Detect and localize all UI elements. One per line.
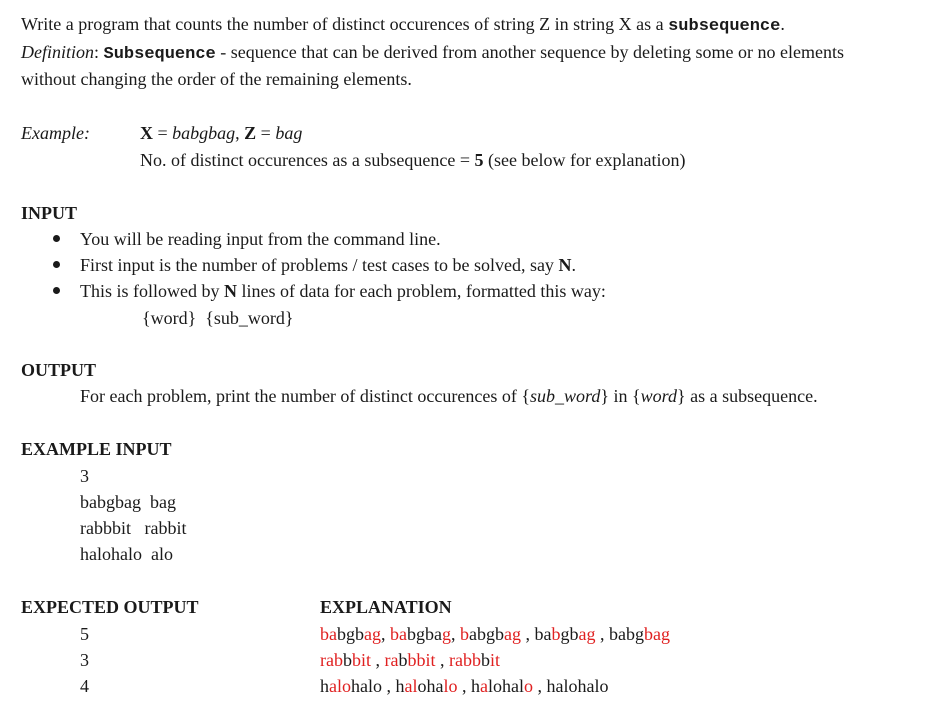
explanation-heading: EXPLANATION [320, 597, 452, 617]
separator: , [382, 676, 396, 696]
separator: , [451, 624, 460, 644]
x-value: babgbag [172, 123, 236, 143]
unmatched-chars: babg [609, 624, 644, 644]
unmatched-chars: halohalo [546, 676, 609, 696]
matched-chars: ag [578, 624, 596, 644]
separator: , [533, 676, 547, 696]
matched-chars: o [524, 676, 534, 696]
subsequence-term: subsequence [668, 17, 781, 36]
explanation-row [320, 649, 500, 671]
matched-chars: b [551, 624, 561, 644]
unmatched-chars: h [471, 676, 481, 696]
bullet-text: First input is the number of problems / test cases to be solved, say [80, 255, 559, 275]
explanation-word [547, 676, 609, 696]
definition-colon: : [94, 42, 100, 62]
example-input-line: babgbag bag [80, 492, 176, 512]
example-label: Example: [21, 123, 90, 143]
intro-text: Write a program that counts the number of distinct occurences of string Z in string X as a [21, 14, 664, 34]
example-input-line: rabbbit rabbit [80, 518, 187, 538]
expected-output-value: 4 [80, 676, 89, 696]
unmatched-chars: halo [351, 676, 382, 696]
explanation-word [535, 624, 596, 644]
z-value: bag [275, 123, 303, 143]
output-heading: OUTPUT [21, 360, 97, 380]
matched-chars: bit [351, 650, 371, 670]
z-label: Z [244, 123, 257, 143]
matched-chars: lo [443, 676, 458, 696]
count-text: No. of distinct occurences as a subsequence = [140, 150, 475, 170]
unmatched-chars: bgb [337, 624, 364, 644]
unmatched-chars: h [395, 676, 405, 696]
matched-chars: al [404, 676, 418, 696]
intro-line-3: without changing the order of the remaining elements. [21, 69, 412, 89]
example-input-line: halohalo alo [80, 544, 173, 564]
output-text: } as a subsequence. [676, 386, 818, 406]
example-input-line: 3 [80, 466, 89, 486]
unmatched-chars: ba [534, 624, 552, 644]
matched-chars: it [489, 650, 500, 670]
explanation-word [460, 624, 521, 644]
n-symbol: N [558, 255, 572, 275]
definition-line [21, 41, 844, 66]
word-term: word [640, 386, 677, 406]
unmatched-chars: oha [417, 676, 444, 696]
example-equation [140, 122, 302, 144]
definition-label: Definition [21, 42, 94, 62]
matched-chars: ba [390, 624, 407, 644]
matched-chars: ag [364, 624, 381, 644]
separator: , [435, 650, 449, 670]
intro-line-1 [21, 13, 785, 38]
bullet-text: This is followed by [80, 281, 224, 301]
unmatched-chars: bgba [407, 624, 442, 644]
matched-chars: alo [329, 676, 351, 696]
unmatched-chars: abgb [469, 624, 504, 644]
explanation-word [320, 624, 381, 644]
sub-word-term: sub_word [530, 386, 601, 406]
unmatched-chars: b [342, 650, 352, 670]
separator: , [381, 624, 390, 644]
x-label: X [140, 123, 153, 143]
definition-term: Subsequence [103, 45, 216, 64]
explanation-word [320, 676, 382, 696]
explanation-word [320, 650, 371, 670]
example-input-heading: EXAMPLE INPUT [21, 439, 172, 459]
bullet-text: lines of data for each problem, formatted this way: [237, 281, 606, 301]
matched-chars: a [480, 676, 489, 696]
explanation-word [396, 676, 458, 696]
unmatched-chars: lohal [488, 676, 525, 696]
matched-chars: bag [644, 624, 670, 644]
input-bullet-1: You will be reading input from the command line. [80, 229, 441, 249]
matched-chars: b [460, 624, 469, 644]
explanation-word [390, 624, 451, 644]
equals-sign: = [256, 123, 276, 143]
n-symbol: N [224, 281, 237, 301]
matched-chars: rabb [449, 650, 481, 670]
bullet-icon [53, 235, 60, 242]
input-bullet-2 [80, 254, 576, 276]
count-note: (see below for explanation) [483, 150, 686, 170]
matched-chars: g [442, 624, 451, 644]
output-description [80, 385, 818, 407]
intro-period: . [780, 14, 785, 34]
bullet-icon [53, 261, 60, 268]
expected-output-heading: EXPECTED OUTPUT [21, 597, 199, 617]
separator: , [371, 650, 385, 670]
output-text: } in { [600, 386, 641, 406]
separator: , [457, 676, 472, 696]
input-bullet-3 [80, 280, 606, 302]
matched-chars: ba [320, 624, 337, 644]
count-value: 5 [474, 150, 484, 170]
equals-sign: = [153, 123, 173, 143]
expected-output-value: 3 [80, 650, 89, 670]
explanation-word [609, 624, 670, 644]
unmatched-chars: b [398, 650, 408, 670]
input-format: {word} {sub_word} [142, 308, 294, 328]
explanation-word [385, 650, 436, 670]
unmatched-chars: h [320, 676, 329, 696]
matched-chars: rab [320, 650, 343, 670]
unmatched-chars: b [480, 650, 490, 670]
example-count [140, 149, 685, 171]
bullet-icon [53, 287, 60, 294]
explanation-row [320, 623, 670, 645]
explanation-row [320, 675, 609, 697]
matched-chars: ra [384, 650, 399, 670]
bullet-period: . [571, 255, 576, 275]
separator: , [521, 624, 535, 644]
matched-chars: ag [504, 624, 521, 644]
definition-text: - sequence that can be derived from another sequence by deleting some or no elements [215, 42, 844, 62]
explanation-word [471, 676, 533, 696]
explanation-word [449, 650, 500, 670]
output-text: For each problem, print the number of distinct occurences of { [80, 386, 530, 406]
unmatched-chars: gb [560, 624, 579, 644]
matched-chars: bbit [407, 650, 436, 670]
comma: , [235, 123, 245, 143]
separator: , [595, 624, 609, 644]
expected-output-value: 5 [80, 624, 89, 644]
input-heading: INPUT [21, 203, 78, 223]
